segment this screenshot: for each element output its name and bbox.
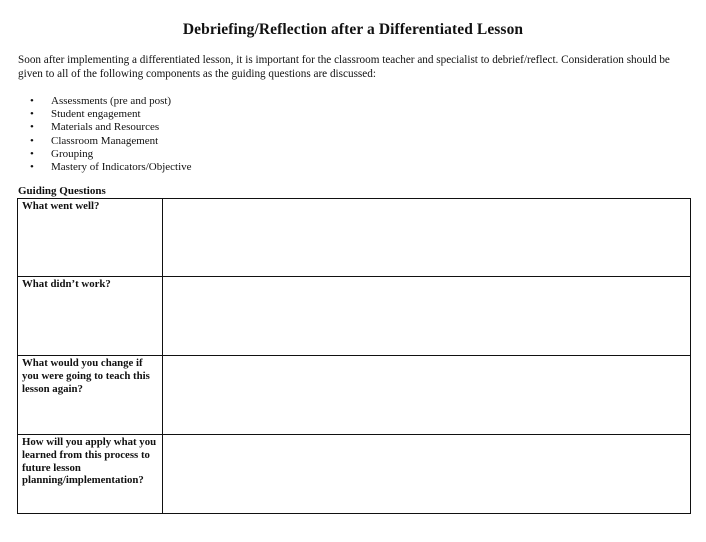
list-item [30,135,192,148]
bullet-icon: • [30,147,34,160]
table-row [18,435,691,514]
list-item-label: Assessments (pre and post) [51,95,172,107]
list-item-label: Student engagement [51,108,141,121]
intro-paragraph: Soon after implementing a differentiated lesson, it is important for the classroom teacher and specialist to debrief/reflect. Consideration should be given to all of the following components as the guiding questions are discussed: [18,54,670,80]
list-item-label: Mastery of Indicators/Objective [51,161,192,174]
answer-cell[interactable] [163,435,691,514]
answer-cell[interactable] [163,199,691,277]
question-cell: How will you apply what you learned from this process to future lesson planning/implementation? [18,435,163,514]
bullet-icon: • [30,95,34,107]
list-item [30,121,192,134]
list-item [30,108,192,121]
answer-cell[interactable] [163,356,691,435]
list-item [30,161,192,174]
question-cell: What went well? [18,199,163,277]
list-item [30,95,192,108]
bullet-icon: • [30,121,34,134]
bullet-icon: • [30,134,34,147]
page-title: Debriefing/Reflection after a Differentiated Lesson [182,21,524,38]
components-list [30,95,192,174]
table-row [18,199,691,277]
list-item-label: Materials and Resources [51,121,160,134]
guiding-questions-table [17,198,691,514]
table-row [18,277,691,356]
bullet-icon: • [30,108,34,121]
question-cell: What didn’t work? [18,277,163,356]
list-item-label: Grouping [51,147,94,160]
list-item-label: Classroom Management [51,134,159,147]
bullet-icon: • [30,161,34,174]
guiding-questions-heading: Guiding Questions [18,185,106,197]
question-cell: What would you change if you were going to teach this lesson again? [18,356,163,435]
list-item [30,148,192,161]
answer-cell[interactable] [163,277,691,356]
table-row [18,356,691,435]
